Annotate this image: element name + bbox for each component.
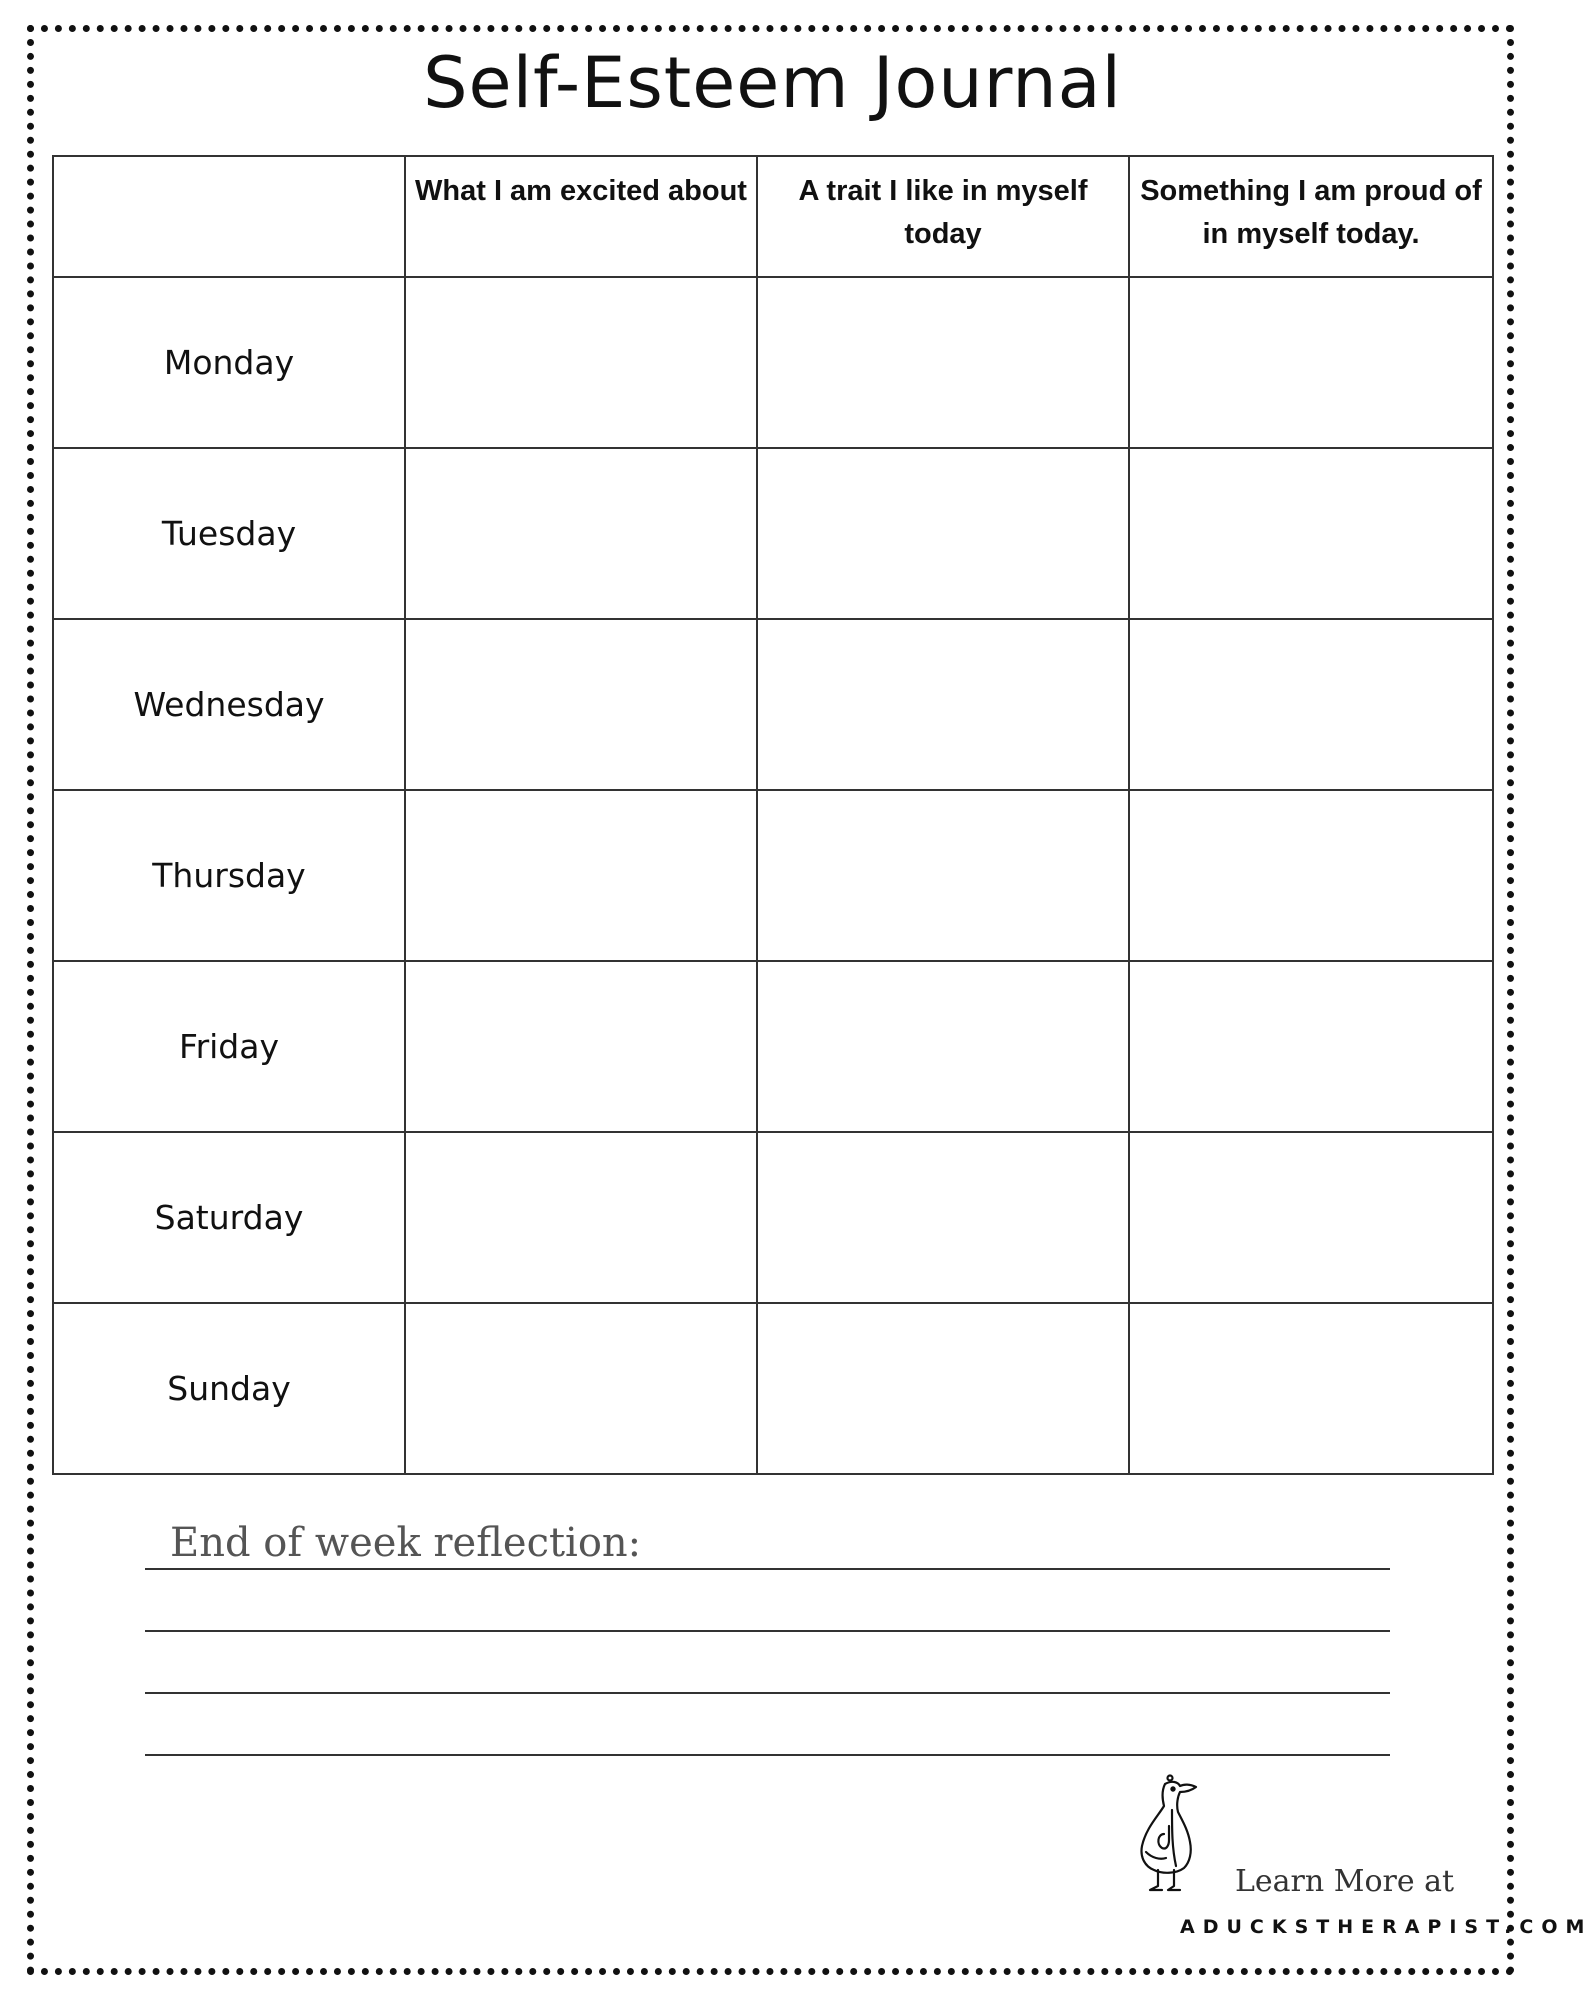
table-row: [53, 961, 1493, 1132]
day-label: Sunday: [53, 1303, 405, 1474]
entry-cell-proud[interactable]: [1129, 448, 1493, 619]
header-trait-i-like: A trait I like in myself today: [757, 156, 1129, 277]
table-row: [53, 448, 1493, 619]
reflection-line[interactable]: [145, 1630, 1390, 1632]
entry-cell-excited[interactable]: [405, 1132, 757, 1303]
reflection-line[interactable]: [145, 1754, 1390, 1756]
reflection-line[interactable]: [145, 1568, 1390, 1570]
header-row: [53, 156, 1493, 277]
entry-cell-proud[interactable]: [1129, 790, 1493, 961]
entry-cell-trait[interactable]: [757, 1132, 1129, 1303]
reflection-line[interactable]: [145, 1692, 1390, 1694]
duck-icon: [1132, 1770, 1204, 1900]
header-excited-about: What I am excited about: [405, 156, 757, 277]
table-row: [53, 790, 1493, 961]
table-row: [53, 1303, 1493, 1474]
entry-cell-trait[interactable]: [757, 619, 1129, 790]
entry-cell-proud[interactable]: [1129, 1303, 1493, 1474]
entry-cell-excited[interactable]: [405, 619, 757, 790]
table-row: [53, 277, 1493, 448]
entry-cell-excited[interactable]: [405, 277, 757, 448]
site-url[interactable]: ADUCKSTHERAPIST.COM: [1180, 1916, 1592, 1938]
entry-cell-excited[interactable]: [405, 961, 757, 1132]
learn-more-text: Learn More at: [1235, 1864, 1455, 1899]
page-title: Self-Esteem Journal: [423, 42, 1122, 124]
entry-cell-trait[interactable]: [757, 790, 1129, 961]
day-label: Wednesday: [53, 619, 405, 790]
entry-cell-proud[interactable]: [1129, 619, 1493, 790]
entry-cell-trait[interactable]: [757, 1303, 1129, 1474]
header-proud-of: Something I am proud of in myself today.: [1129, 156, 1493, 277]
entry-cell-proud[interactable]: [1129, 961, 1493, 1132]
day-label: Saturday: [53, 1132, 405, 1303]
entry-cell-excited[interactable]: [405, 790, 757, 961]
entry-cell-excited[interactable]: [405, 448, 757, 619]
day-label: Friday: [53, 961, 405, 1132]
day-label: Tuesday: [53, 448, 405, 619]
entry-cell-trait[interactable]: [757, 448, 1129, 619]
entry-cell-proud[interactable]: [1129, 1132, 1493, 1303]
reflection-label: End of week reflection:: [170, 1520, 642, 1566]
table-row: [53, 619, 1493, 790]
day-label: Monday: [53, 277, 405, 448]
table-row: [53, 1132, 1493, 1303]
entry-cell-trait[interactable]: [757, 961, 1129, 1132]
entry-cell-excited[interactable]: [405, 1303, 757, 1474]
entry-cell-trait[interactable]: [757, 277, 1129, 448]
entry-cell-proud[interactable]: [1129, 277, 1493, 448]
day-label: Thursday: [53, 790, 405, 961]
header-corner-cell: [53, 156, 405, 277]
journal-table: [52, 155, 1494, 1475]
